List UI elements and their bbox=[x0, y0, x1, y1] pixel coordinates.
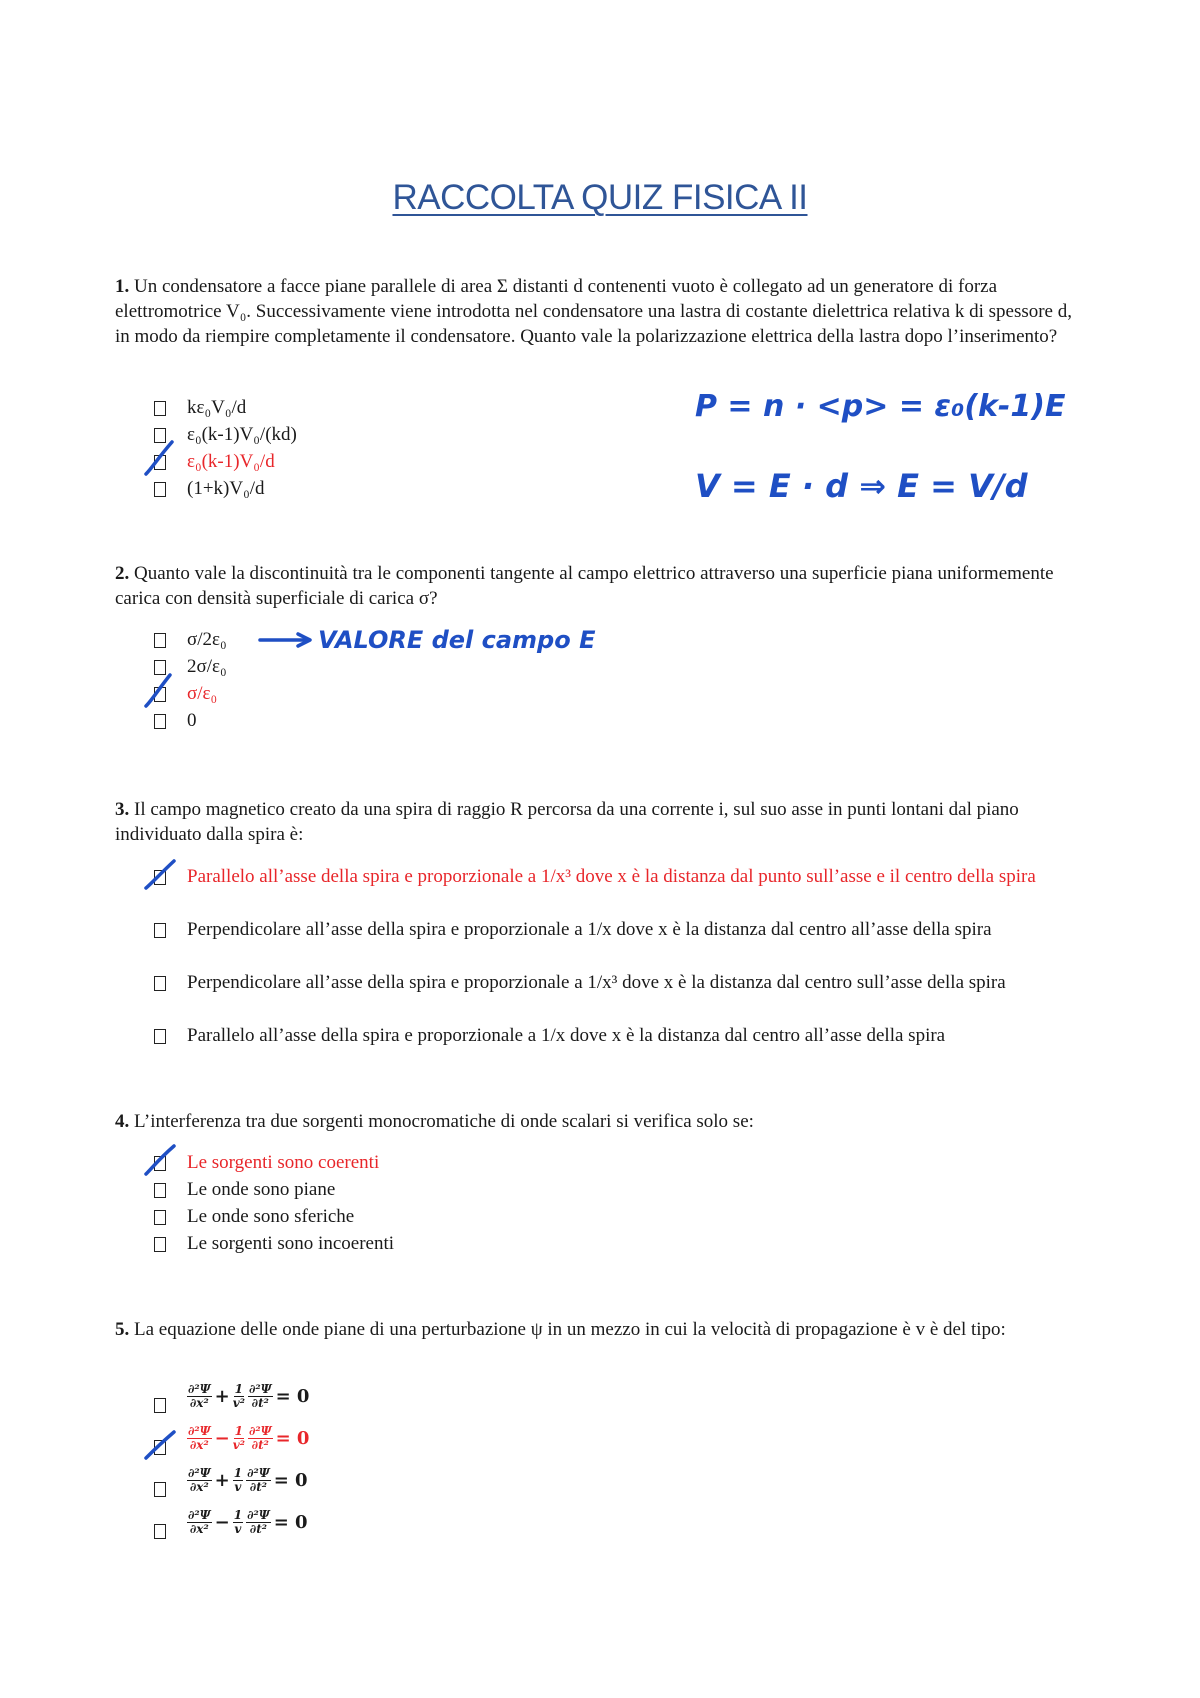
question-number: 5. bbox=[115, 1319, 130, 1340]
question-text: Quanto vale la discontinuità tra le componenti tangente al campo elettrico attraverso una superficie piana uniformemente carica con densità superficiale di carica σ? bbox=[115, 563, 1054, 609]
option-3d[interactable]: Parallelo all’asse della spira e proporzionale a 1/x dove x è la distanza dal centro all’asse della spira bbox=[187, 1025, 946, 1046]
question-text: Il campo magnetico creato da una spira di raggio R percorsa da una corrente i, sul suo asse in punti lontani dal piano individuato dalla spira è: bbox=[115, 799, 1019, 845]
question-number: 3. bbox=[115, 799, 130, 820]
option-4c[interactable]: Le onde sono sferiche bbox=[187, 1206, 355, 1227]
option-5a[interactable]: $\frac{\text{∂²Ψ}}{\text{∂x²}}$ + $\frac{1}{\text{v²}}$ $\frac{\text{∂²Ψ}}{\text{∂t²}}$ = 0 bbox=[188, 1382, 310, 1410]
handwritten-note: V = E · d ⇒ E = V/d bbox=[695, 467, 1028, 505]
question-text: La equazione delle onde piane di una perturbazione ψ in un mezzo in cui la velocità di propagazione è v è del tipo: bbox=[134, 1319, 1006, 1340]
option-4d[interactable]: Le sorgenti sono incoerenti bbox=[187, 1233, 395, 1254]
option-2b[interactable]: 2σ/ε₀ bbox=[187, 656, 227, 677]
option-3a-correct[interactable]: Parallelo all’asse della spira e proporzionale a 1/x³ dove x è la distanza dal punto sull’asse e il centro della spira bbox=[187, 866, 1036, 887]
handwritten-note: VALORE del campo E bbox=[318, 626, 596, 654]
option-1b[interactable]: ε₀(k-1)V₀/(kd) bbox=[187, 424, 297, 445]
option-5c[interactable]: $\frac{\text{∂²Ψ}}{\text{∂x²}}$ + $\frac{1}{v}$ $\frac{\text{∂²Ψ}}{\text{∂t²}}$ = 0 bbox=[188, 1466, 308, 1494]
option-2c-correct[interactable]: σ/ε₀ bbox=[187, 683, 218, 704]
option-1c-correct[interactable]: ε₀(k-1)V₀/d bbox=[187, 451, 275, 472]
page-title: RACCOLTA QUIZ FISICA II bbox=[392, 178, 808, 217]
check-mark-icon bbox=[146, 442, 172, 474]
option-4b[interactable]: Le onde sono piane bbox=[187, 1179, 336, 1200]
option-1d[interactable]: (1+k)V₀/d bbox=[187, 478, 265, 499]
option-3c[interactable]: Perpendicolare all’asse della spira e proporzionale a 1/x³ dove x è la distanza dal centro sull’asse della spira bbox=[187, 972, 1006, 993]
option-4a-correct[interactable]: Le sorgenti sono coerenti bbox=[187, 1152, 380, 1173]
handwritten-note: P = n · <p> = ε₀(k-1)E bbox=[695, 389, 1066, 424]
option-5b-correct[interactable]: $\frac{\text{∂²Ψ}}{\text{∂x²}}$ − $\frac{1}{\text{v²}}$ $\frac{\text{∂²Ψ}}{\text{∂t²}}$ = 0 bbox=[188, 1424, 310, 1452]
option-5d[interactable]: $\frac{\text{∂²Ψ}}{\text{∂x²}}$ − $\frac{1}{v}$ $\frac{\text{∂²Ψ}}{\text{∂t²}}$ = 0 bbox=[188, 1508, 308, 1536]
question-number: 2. bbox=[115, 563, 130, 584]
question-number: 4. bbox=[115, 1111, 130, 1132]
question-number: 1. bbox=[115, 276, 130, 297]
check-mark-icon bbox=[146, 1146, 174, 1174]
check-mark-icon bbox=[146, 675, 170, 706]
option-3b[interactable]: Perpendicolare all’asse della spira e proporzionale a 1/x dove x è la distanza dal centro all’asse della spira bbox=[187, 919, 992, 940]
option-1a[interactable]: kε₀V₀/d bbox=[187, 397, 247, 418]
question-text: L’interferenza tra due sorgenti monocromatiche di onde scalari si verifica solo se: bbox=[134, 1111, 754, 1132]
question-text: Un condensatore a facce piane parallele di area Σ distanti d contenenti vuoto è collegato ad un generatore di forza elettromotrice V₀. Successivamente viene introdotta nel condensatore una lastra di costante dielettrica relativa k di spessore d, in modo da riempire completamente il condensatore. Quanto vale la polarizzazione elettrica della lastra dopo l’inserimento? bbox=[115, 276, 1072, 347]
option-2a[interactable]: σ/2ε₀ bbox=[187, 629, 227, 650]
check-mark-icon bbox=[146, 1432, 174, 1458]
option-2d[interactable]: 0 bbox=[187, 710, 197, 731]
check-mark-icon bbox=[146, 861, 174, 888]
